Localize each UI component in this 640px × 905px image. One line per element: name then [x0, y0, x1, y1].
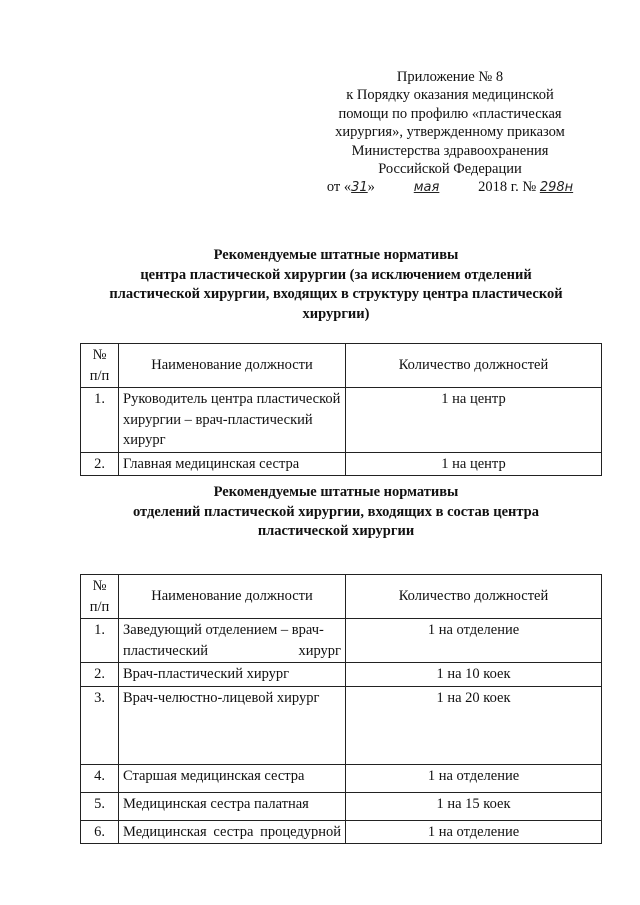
table-row — [81, 452, 602, 476]
section1-title — [60, 246, 612, 324]
title-line: Рекомендуемые штатные нормативы — [213, 484, 459, 500]
title-line: пластической хирургии — [257, 523, 415, 539]
appendix-ref-line: к Порядку оказания медицинской — [346, 87, 554, 104]
appendix-ref-line: Российской Федерации — [378, 161, 522, 178]
handwritten-day: 31 — [351, 180, 368, 196]
row-quantity: 1 на отделение — [346, 820, 602, 844]
title-line: центра пластической хирургии (за исключением отделений — [140, 266, 532, 283]
table-row — [81, 820, 602, 844]
row-num: 2. — [81, 663, 119, 687]
row-num: 4. — [81, 764, 119, 792]
title-line: Рекомендуемые штатные нормативы — [213, 247, 459, 263]
table-row — [81, 619, 602, 663]
table-row — [81, 792, 602, 820]
title-line: пластической хирургии, входящих в структуру центра пластической — [109, 286, 563, 302]
date-prefix: от « — [326, 179, 352, 196]
row-position: Заведующий отделением – врач-пластический хирург — [119, 619, 346, 663]
header-position: Наименование должности — [119, 344, 346, 388]
appendix-ref-line: хирургия», утвержденному приказом — [335, 124, 565, 141]
date-quote-close: » — [367, 179, 375, 196]
appendix-ref-line: Министерства здравоохранения — [351, 142, 549, 159]
order-year: 2018 г. № — [478, 179, 537, 196]
header-num: № п/п — [81, 575, 119, 619]
section2-title — [60, 483, 612, 542]
header-position: Наименование должности — [119, 575, 346, 619]
handwritten-month: мая — [413, 180, 440, 196]
title-line: отделений пластической хирургии, входящих в состав центра — [133, 503, 539, 520]
row-position: Медицинская сестра палатная — [119, 792, 346, 820]
center-staff-table — [80, 343, 602, 476]
header-num: № п/п — [81, 344, 119, 388]
table-row — [81, 663, 602, 687]
header-quantity: Количество должностей — [346, 344, 602, 388]
row-num: 3. — [81, 686, 119, 764]
row-num: 1. — [81, 388, 119, 453]
row-position: Медицинская сестра процедурной — [119, 820, 346, 844]
handwritten-order-number: 298н — [539, 180, 574, 196]
row-quantity: 1 на отделение — [346, 619, 602, 663]
row-num: 1. — [81, 619, 119, 663]
row-quantity: 1 на 20 коек — [346, 686, 602, 764]
row-quantity: 1 на центр — [346, 388, 602, 453]
row-num: 2. — [81, 452, 119, 476]
appendix-header — [300, 68, 600, 198]
row-num: 5. — [81, 792, 119, 820]
row-quantity: 1 на центр — [346, 452, 602, 476]
row-position: Руководитель центра пластической хирургии – врач-пластический хирург — [119, 388, 346, 453]
row-num: 6. — [81, 820, 119, 844]
table-row — [81, 388, 602, 453]
table-header-row — [81, 344, 602, 388]
row-quantity: 1 на отделение — [346, 764, 602, 792]
row-position: Врач-пластический хирург — [119, 663, 346, 687]
appendix-ref-line: помощи по профилю «пластическая — [338, 105, 562, 122]
row-position: Главная медицинская сестра — [119, 452, 346, 476]
department-staff-table — [80, 574, 602, 844]
title-line: хирургии) — [302, 305, 370, 322]
row-quantity: 1 на 15 коек — [346, 792, 602, 820]
row-position: Врач-челюстно-лицевой хирург — [119, 686, 346, 764]
table-row — [81, 764, 602, 792]
order-date-line — [300, 178, 600, 197]
appendix-number: Приложение № 8 — [396, 69, 504, 85]
table-row — [81, 686, 602, 764]
row-quantity: 1 на 10 коек — [346, 663, 602, 687]
row-position: Старшая медицинская сестра — [119, 764, 346, 792]
header-quantity: Количество должностей — [346, 575, 602, 619]
table-header-row — [81, 575, 602, 619]
